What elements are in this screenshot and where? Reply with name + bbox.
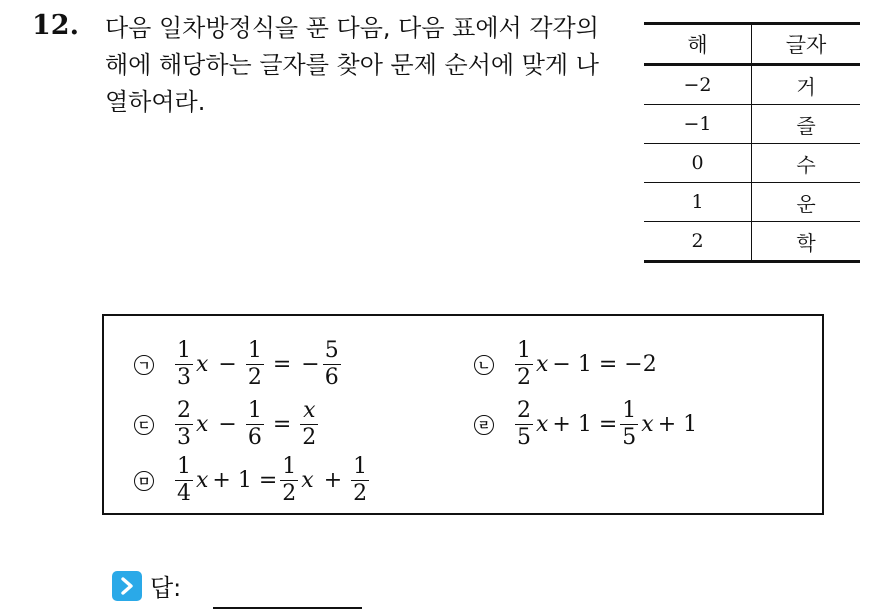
cell-letter: 운 — [752, 183, 861, 222]
equation-tail: + 1 — [657, 412, 698, 437]
fraction — [175, 400, 193, 449]
denominator: 4 — [177, 481, 191, 506]
denominator: 2 — [282, 481, 297, 506]
solution-letter-table — [644, 22, 860, 263]
variable: x — [641, 412, 654, 437]
answer-label: 답: — [150, 574, 182, 602]
denominator: 5 — [517, 425, 531, 450]
variable: x — [536, 352, 549, 377]
numerator: 1 — [177, 454, 191, 479]
cell-solution: 2 — [644, 222, 752, 262]
question-text: 다음 일차방정식을 푼 다음, 다음 표에서 각각의 해에 해당하는 글자를 찾아 문제 순서에 맞게 나열하여라. — [105, 14, 599, 116]
numerator: 2 — [517, 398, 531, 423]
fraction — [300, 400, 318, 449]
numerator: 1 — [622, 398, 637, 423]
equation-a — [134, 340, 342, 389]
numerator: 1 — [517, 338, 531, 363]
fraction — [280, 456, 298, 505]
header-letter: 글자 — [752, 24, 861, 65]
marker-circle: ㄹ — [474, 415, 494, 435]
fraction — [175, 456, 193, 505]
operator: − — [218, 352, 237, 377]
fraction — [515, 340, 533, 389]
table-row — [644, 105, 860, 144]
fraction — [323, 340, 341, 389]
marker-circle: ㄱ — [134, 355, 154, 375]
equation-e — [134, 456, 370, 505]
marker-circle: ㄷ — [134, 415, 154, 435]
chevron-right-icon — [112, 571, 142, 601]
header-solution: 해 — [644, 24, 752, 65]
cell-letter: 수 — [752, 144, 861, 183]
variable: x — [196, 468, 209, 493]
cell-solution: −1 — [644, 105, 752, 144]
cell-solution: 1 — [644, 183, 752, 222]
equation-d — [474, 400, 699, 449]
equation-b — [474, 340, 659, 389]
table-row — [644, 183, 860, 222]
equation-c — [134, 400, 319, 449]
fraction — [351, 456, 369, 505]
cell-solution: −2 — [644, 65, 752, 105]
denominator: 5 — [622, 425, 637, 450]
answer-blank[interactable] — [213, 607, 362, 609]
variable: x — [196, 352, 209, 377]
question-number: 12. — [32, 10, 79, 41]
numerator: 5 — [324, 338, 339, 363]
variable: x — [301, 468, 314, 493]
operator: + — [323, 468, 343, 493]
equals-sign: = — [272, 352, 292, 377]
denominator: 6 — [247, 425, 262, 450]
table-row — [644, 65, 860, 105]
variable: x — [196, 412, 209, 437]
equals-sign: = — [272, 412, 292, 437]
answer-prompt — [112, 568, 181, 603]
numerator: 1 — [353, 454, 368, 479]
table-header-row — [644, 24, 860, 65]
equations-box — [102, 314, 824, 515]
fraction — [246, 400, 264, 449]
negative-sign: − — [301, 352, 320, 377]
fraction — [620, 400, 638, 449]
cell-letter: 즐 — [752, 105, 861, 144]
marker-circle: ㅁ — [134, 471, 154, 491]
numerator: 1 — [247, 398, 262, 423]
fraction — [246, 340, 264, 389]
table-row — [644, 144, 860, 183]
denominator: 3 — [177, 425, 191, 450]
operator: − — [218, 412, 237, 437]
equation-rest: − 1 = −2 — [552, 352, 657, 377]
denominator: 2 — [517, 365, 531, 390]
numerator: 1 — [177, 338, 191, 363]
denominator: 6 — [324, 365, 339, 390]
denominator: 2 — [247, 365, 262, 390]
cell-solution: 0 — [644, 144, 752, 183]
fraction — [515, 400, 533, 449]
cell-letter: 거 — [752, 65, 861, 105]
variable: x — [536, 412, 549, 437]
denominator: 3 — [177, 365, 191, 390]
numerator: 2 — [177, 398, 191, 423]
marker-circle: ㄴ — [474, 355, 494, 375]
table-row — [644, 222, 860, 262]
equation-middle: + 1 = — [552, 412, 618, 437]
denominator: 2 — [302, 425, 317, 450]
fraction — [175, 340, 193, 389]
equation-middle: + 1 = — [212, 468, 278, 493]
numerator: 1 — [247, 338, 262, 363]
denominator: 2 — [353, 481, 368, 506]
numerator: x — [303, 398, 316, 423]
cell-letter: 학 — [752, 222, 861, 262]
numerator: 1 — [282, 454, 297, 479]
